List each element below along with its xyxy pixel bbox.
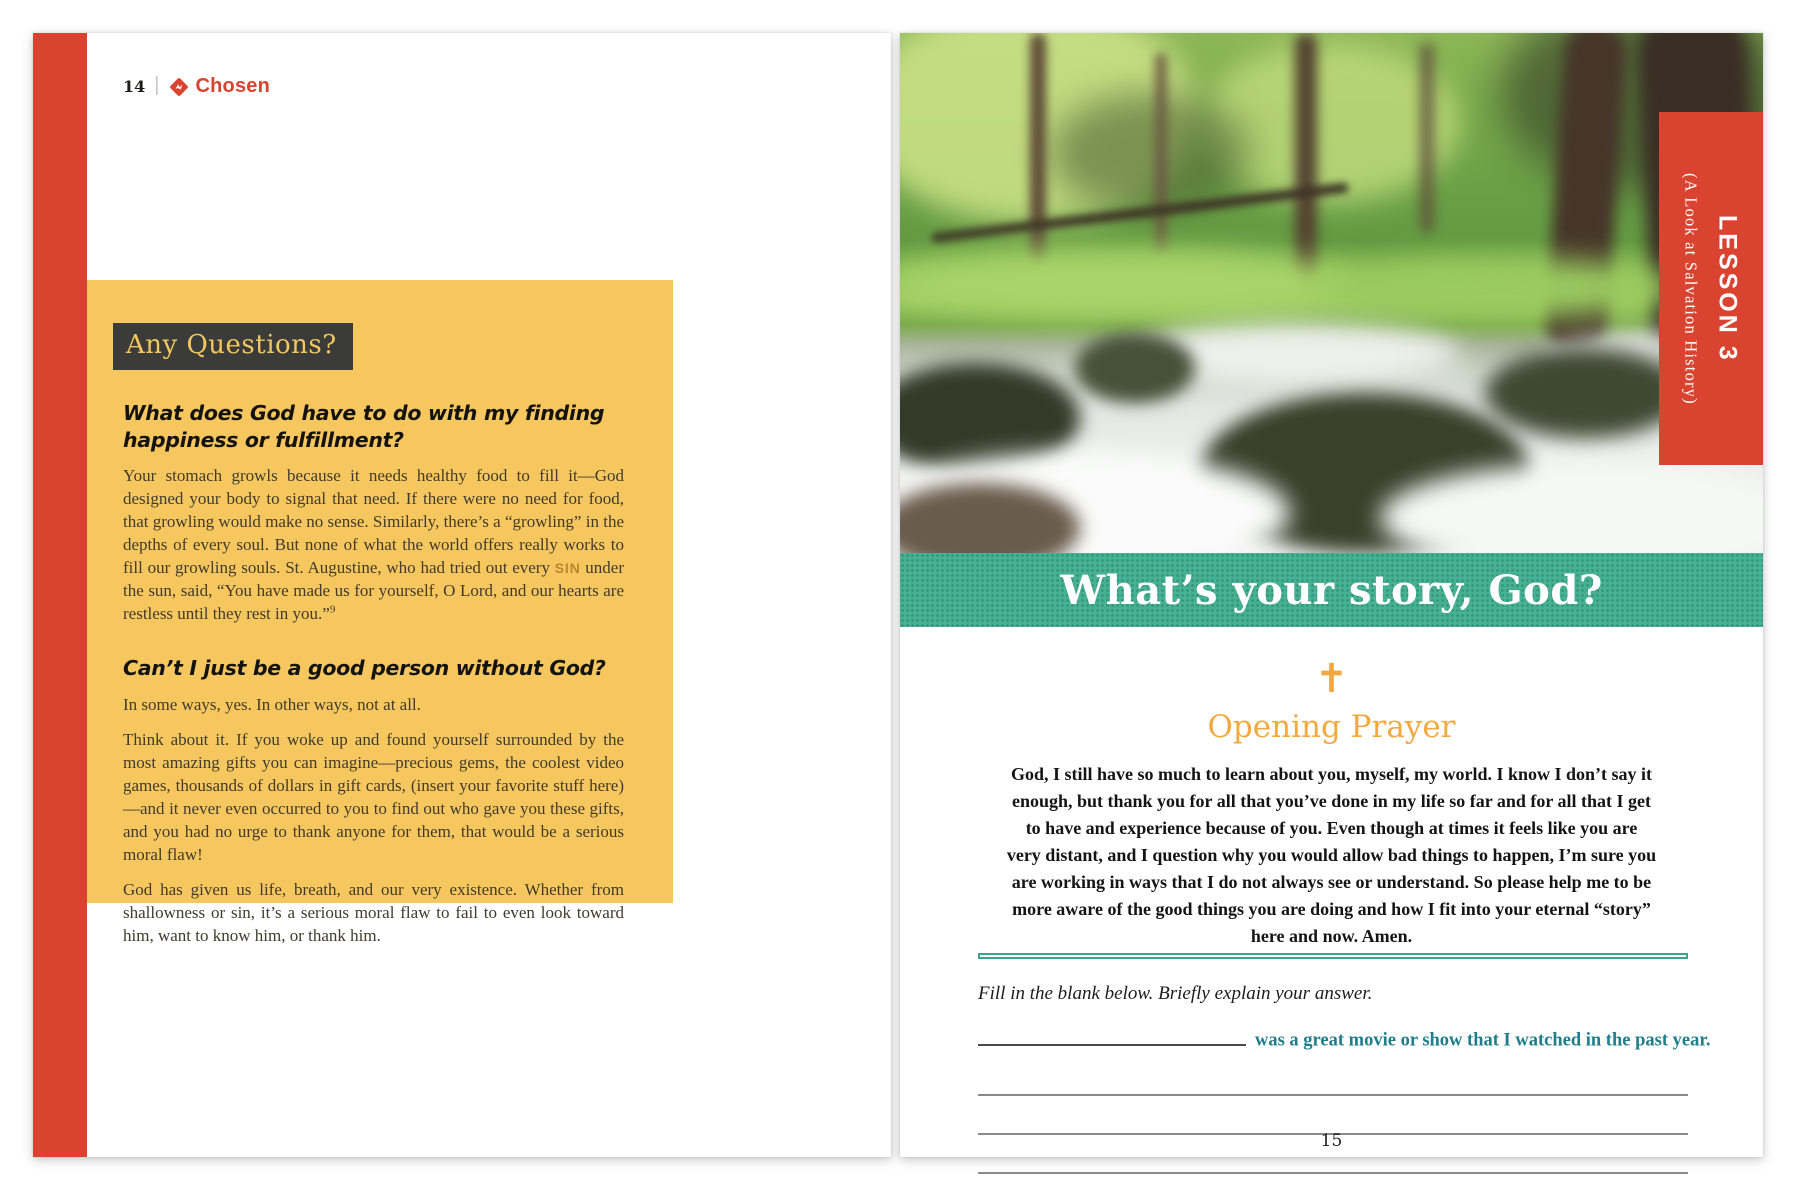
- lesson-tab-text: [1681, 173, 1742, 405]
- right-page: [900, 33, 1763, 1157]
- brand-lockup: [168, 75, 270, 98]
- answer-2b: Think about it. If you woke up and found yourself surrounded by the most amazing gifts you can imagine—precious gems, the coolest video games, thousands of dollars in gift cards, (insert your favorite stuff here)—and it never even occurred to you to find out who gave you these gifts, and you had no urge to thank anyone for them, that would be a serious moral flaw!: [123, 729, 624, 864]
- chapter-title: What’s your story, God?: [1060, 566, 1603, 614]
- answer-line[interactable]: [978, 1094, 1688, 1096]
- answer-1-text-cont: under the sun, said, “You have made us for yourself, O Lord, and our hearts are restless until they rest in you.”: [123, 558, 624, 624]
- exercise-answer-row: [978, 1025, 1711, 1052]
- question-2: Can’t I just be a good person without God?: [123, 656, 606, 681]
- left-page: [33, 33, 891, 1157]
- exercise-instruction: Fill in the blank below. Briefly explain your answer.: [978, 983, 1373, 1004]
- opening-prayer-section: [900, 627, 1763, 950]
- exercise-divider: [978, 953, 1688, 959]
- lesson-tab: [1659, 112, 1763, 465]
- left-page-number: 14: [123, 77, 146, 96]
- answer-2c: God has given us life, breath, and our very existence. Whether from shallowness or sin, it’s a serious moral flaw to fail to even look toward him, want to know him, or thank him.: [123, 879, 624, 945]
- lesson-title: LESSON 3: [1713, 214, 1742, 363]
- brand-name: Chosen: [195, 75, 271, 97]
- any-questions-heading: Any Questions?: [113, 323, 353, 370]
- question-1: What does God have to do with my finding happiness or fulfillment?: [123, 401, 605, 452]
- right-page-number: 15: [1320, 1131, 1343, 1151]
- cross-icon: ✝: [1314, 656, 1349, 701]
- fill-in-blank[interactable]: [978, 1025, 1246, 1046]
- left-page-header: [123, 75, 270, 98]
- answer-line[interactable]: [978, 1172, 1688, 1174]
- chapter-banner: [900, 553, 1763, 627]
- answer-2a: In some ways, yes. In other ways, not at all.: [123, 694, 421, 714]
- glossary-term-sin: SIN: [554, 560, 581, 577]
- header-divider: |: [154, 74, 160, 96]
- forest-stream-photo: [900, 33, 1763, 553]
- chosen-logo-icon: [168, 76, 190, 98]
- answer-1: [123, 464, 624, 625]
- lesson-subtitle: (A Look at Salvation History): [1681, 172, 1701, 405]
- opening-prayer-text: God, I still have so much to learn about you, myself, my world. I know I don’t say it enough, but thank you for all that you’ve done in my life so far and for all that I get to have and experience because of you. Even though at times it feels like you are very distant, and I question why you would allow bad things to happen, I’m sure you are working in ways that I do not always see or understand. So please help me to be more aware of the good things you are doing and how I fit into your eternal “story” here and now. Amen.: [1006, 764, 1657, 946]
- opening-prayer-heading: Opening Prayer: [1207, 709, 1456, 745]
- any-questions-panel: [87, 280, 673, 945]
- footnote-marker: 9: [329, 603, 336, 616]
- completion-text: was a great movie or show that I watched in the past year.: [1255, 1030, 1711, 1051]
- spine-accent-bar: [33, 33, 87, 1157]
- answer-1-text: Your stomach growls because it needs healthy food to fill it—God designed your body to signal that need. If there were no need for food, that growling would make no sense. Similarly, there’s a “growling” in the depths of every soul. But none of what the world offers really works to fill our growling souls. St. Augustine, who had tried out every: [123, 466, 624, 578]
